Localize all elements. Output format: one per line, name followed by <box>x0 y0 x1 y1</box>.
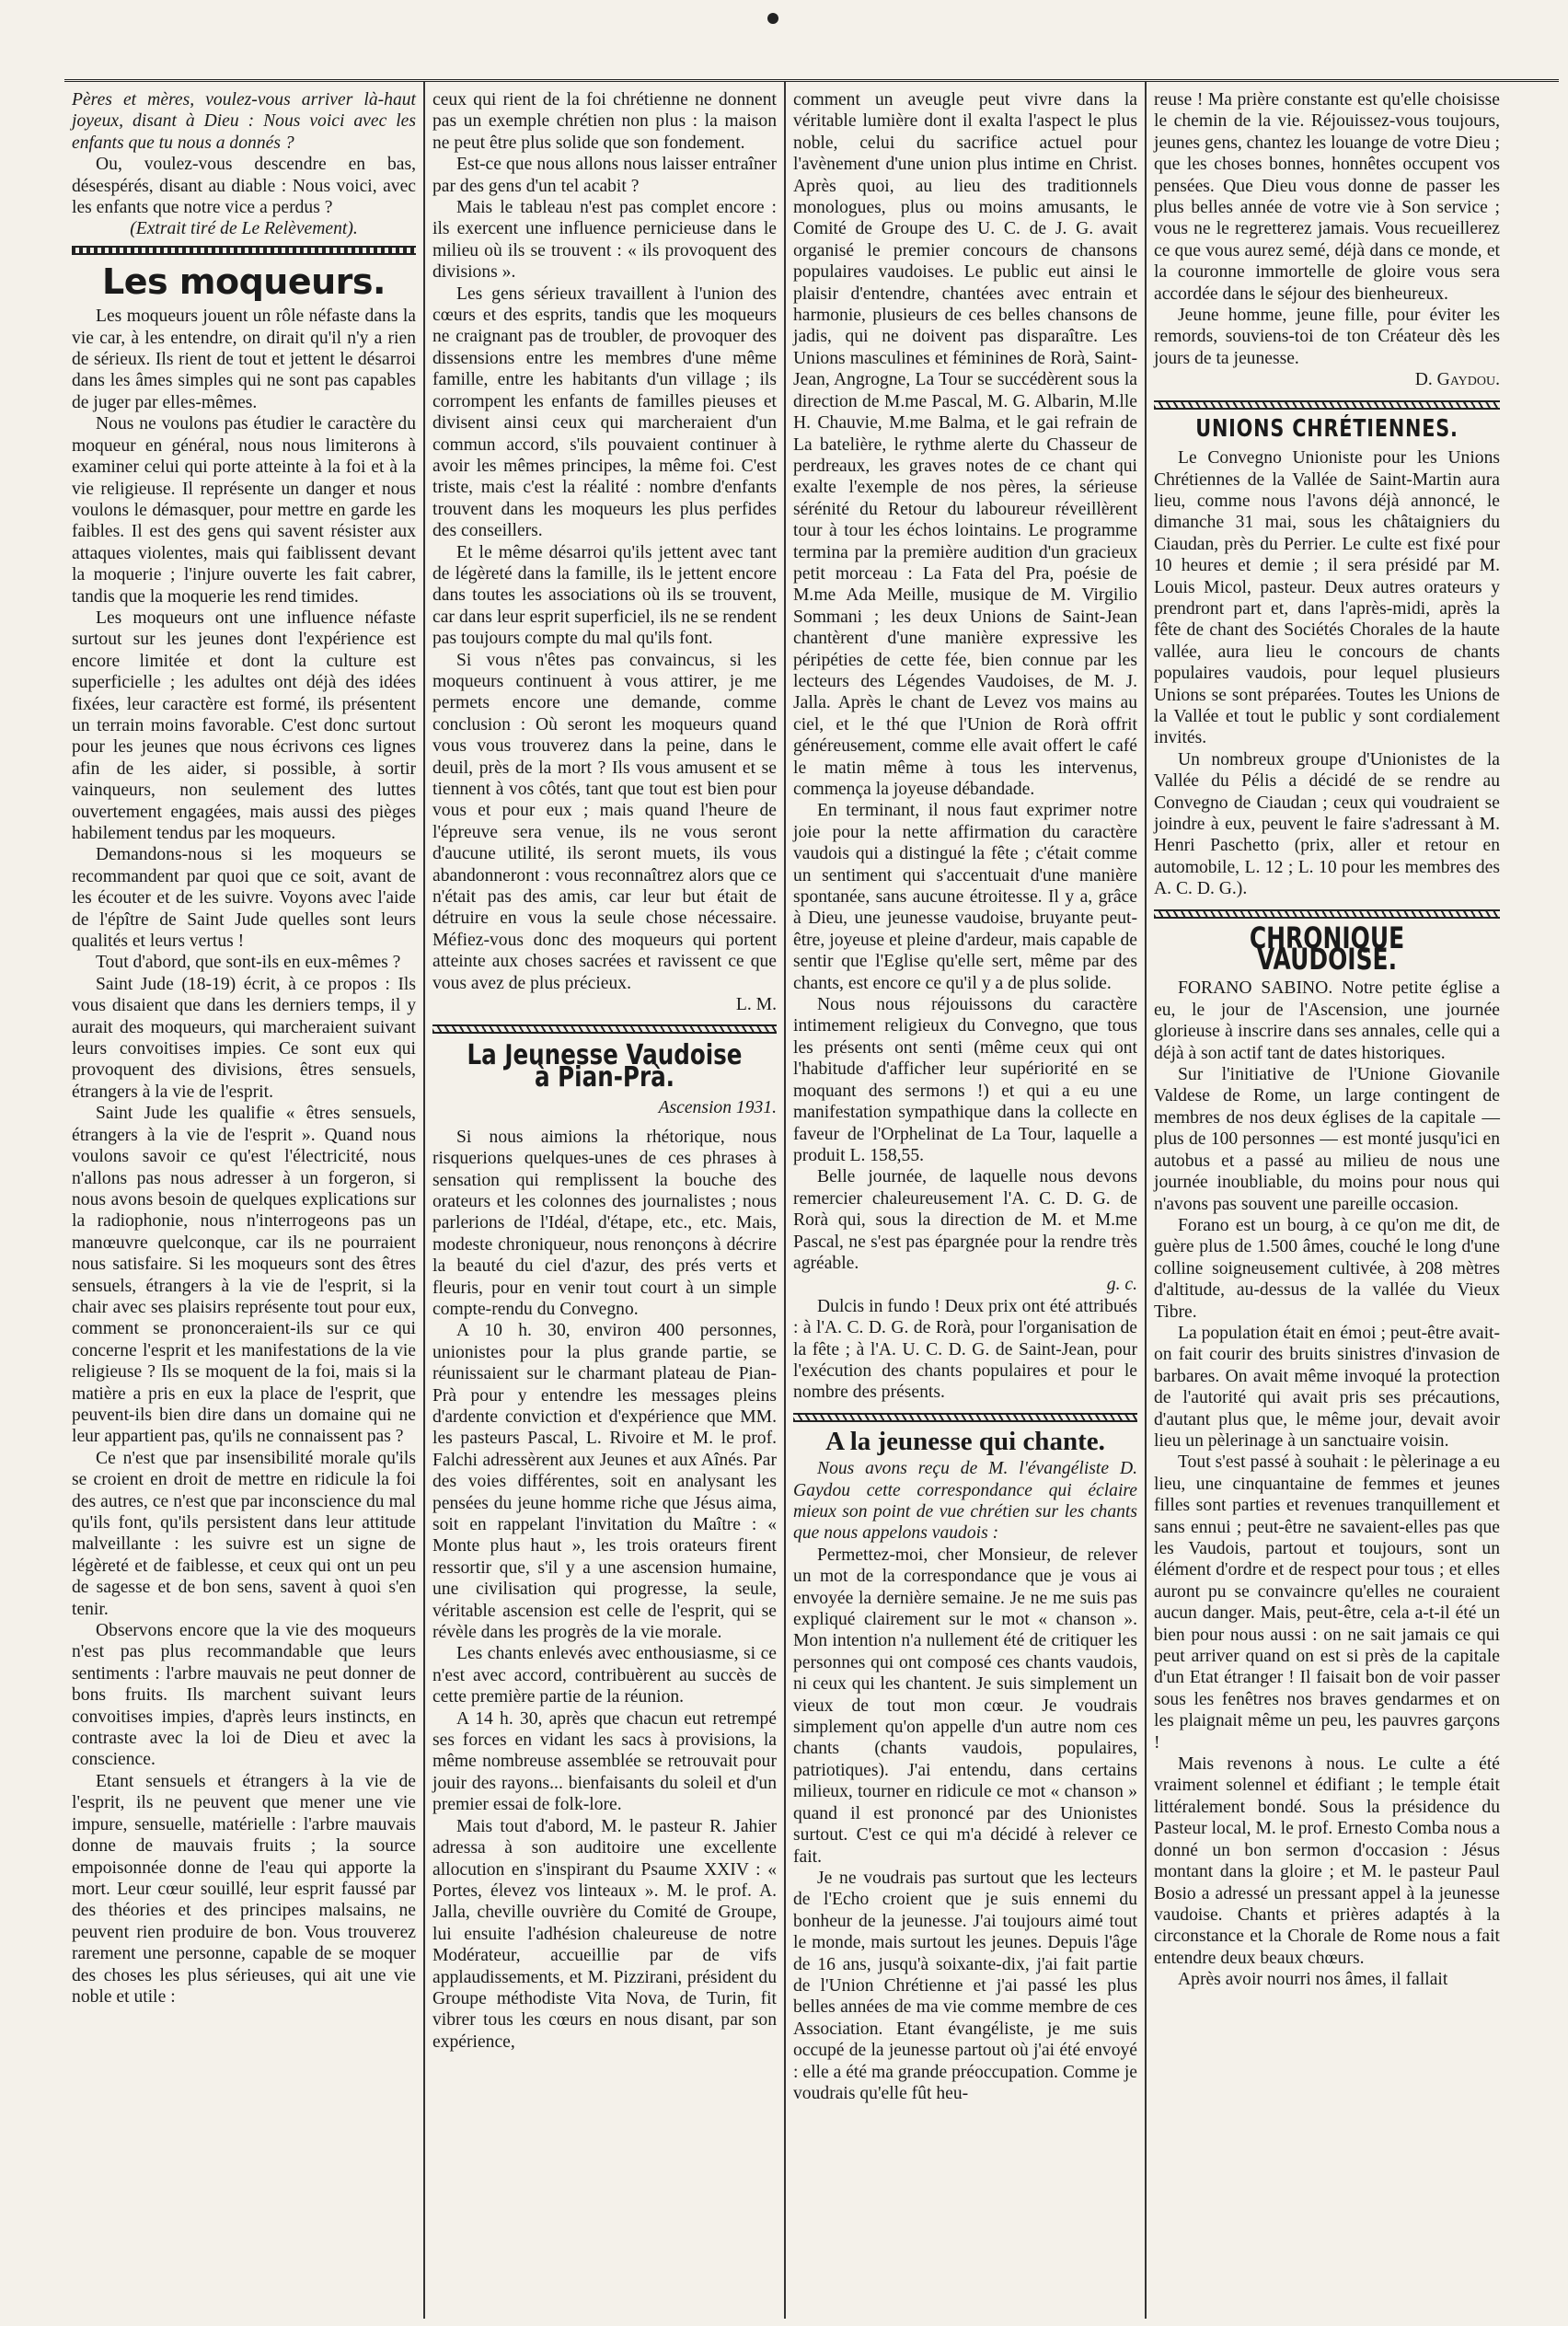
paragraph: Est-ce que nous allons nous laisser entraîner par des gens d'un tel acabit ? <box>432 155 777 196</box>
paragraph: Les moqueurs jouent un rôle néfaste dans la vie car, à les entendre, on dirait qu'il n'y a rien de sérieux. Ils rient de tout et jettent le désarroi dans les âmes simples qui ne sont pas capables de juger par elles-mêmes. <box>72 307 416 412</box>
separator <box>72 246 416 255</box>
paragraph: Forano est un bourg, à ce qu'on me dit, de guère plus de 1.500 âmes, couché le long d'une colline soigneusement cultivée, à 208 mètres d'altitude, au-dessus de la vallée du Vieux Tibre. <box>1154 1215 1500 1322</box>
paragraph: Les moqueurs ont une influence néfaste surtout sur les jeunes dont l'expérience est encore limitée et dont la culture est superficielle ; les adultes ont déjà des idées fixées, leur caractère est formé, ils présentent un terrain moins favorable. C'est donc surtout pour les jeunes que nous écrivons ces lignes afin de les aider, si possible, à sortir vainqueurs, non seulement des luttes ouvertement engagées, mais aussi des pièges habilement tendus par les moqueurs. <box>72 608 416 843</box>
separator <box>432 1024 777 1034</box>
column-3 <box>786 82 1147 2319</box>
column-2 <box>425 82 786 2319</box>
section-title-unions: UNIONS CHRÉTIENNES. <box>1195 414 1458 443</box>
paragraph: Nous nous réjouissons du caractère intimement religieux du Convegno, que tous les présents ont senti (même ceux qui ont l'habitude d'afficher leur supériorité en se moquant des sermons !) et qui a eu une manifestation sympathique dans la collecte en faveur de l'Orphelinat de La Tour, laquelle a produit L. 158,55. <box>793 995 1137 1165</box>
paragraph: Pères et mères, voulez-vous arriver là-haut joyeux, disant à Dieu : Nous voici avec les enfants que tu nous a donnés ? <box>72 90 416 153</box>
paragraph: Les gens sérieux travaillent à l'union des cœurs et des esprits, tandis que les moqueurs ne craignant pas de troubler, de provoquer des dissensions entre les membres d'une même famille, entre les habitants d'un village ; ils corrompent les enfants de familles pieuses et divisent ainsi ceux qui marcheraient d'un commun accord, s'ils pouvaient continuer à avoir les mêmes principes, la même foi. C'est triste, mais c'est la réalité : nombre d'enfants trouvent dans les moqueurs les plus perfides des conseillers. <box>432 284 777 541</box>
paragraph: Un nombreux groupe d'Unionistes de la Vallée du Pélis a décidé de se rendre au Convegno de Ciaudan ; ceux qui voudraient se joindre à eux, peuvent le faire s'adressant à M. Henri Paschetto (prix, aller et retour en automobile, L. 12 ; L. 10 pour les membres des A. C. D. G.). <box>1154 749 1500 899</box>
column-1 <box>64 82 425 2319</box>
paragraph: comment un aveugle peut vivre dans la véritable lumière dont il exalta l'aspect le plus noble, celui du sacrifice actuel pour l'avènement d'une union plus intime en Christ. Après quoi, au lieu des traditionnels monologues, plus ou moins amusants, le Comité de Groupe des U. C. de J. G. avait organisé le premier concours de chansons populaires vaudoises. Le public eut ainsi le plaisir d'entendre, chantées avec entrain et harmonie, plusieurs de ces belles chansons de jadis, qui ne doivent pas disparaître. Les Unions masculines et féminines de Rorà, Saint-Jean, Angrogne, La Tour se succédèrent sous la direction de M.me Pascal, M. G. Albarin, M.lle H. Chauvie, M.me Balma, et le gai refrain de La batelière, le rythme alerte du Chasseur de perdreaux, les graves notes de ce chant qui exalte l'exemple de nos pères, la sérieuse sérénité du Retour du laboureur réveillèrent tour à tour les échos lointains. Le programme termina par la première audition d'un gracieux petit morceau : La Fata del Pra, poésie de M.me Ada Meille, musique de M. Virgilio Sommani ; les deux Unions de Saint-Jean chantèrent d'une manière expressive les péripéties de cette fée, bien connue par les lecteurs des Légendes Vaudoises, de M. J. Jalla. Après le chant de Levez vos mains au ciel, et le thé que l'Union de Rorà offrit généreusement, comme elle avait offert le café le matin même à tous les intervenus, commença la joyeuse débandade. <box>793 90 1137 799</box>
article-title-moqueurs: Les moqueurs. <box>102 260 386 302</box>
source-note: (Extrait tiré de Le Relèvement). <box>130 219 358 239</box>
paragraph: Si nous aimions la rhétorique, nous risquerions quelques-unes de ces phrases à sensation qui remplissent la bouche des orateurs et les colonnes des journalistes ; nous parlerions de l'Idéal, d'étape, etc., etc. Mais, modeste chroniqueur, nous renonçons à décrire la beauté du ciel d'azur, des prés verts et fleuris, pour en venir tout court à un simple compte-rendu du Convegno. <box>432 1127 777 1319</box>
paragraph: Les chants enlevés avec enthousiasme, si ce n'est avec accord, contribuèrent au succès de cette première partie de la réunion. <box>432 1644 777 1707</box>
ink-dot <box>767 13 778 24</box>
signature: g. c. <box>1106 1275 1137 1295</box>
paragraph: A 10 h. 30, environ 400 personnes, unionistes pour la plus grande partie, se réunissaient sur le charmant plateau de Pian-Prà pour y entendre les messages pleins d'ardente conviction et d'expérience que MM. les pasteurs Pascal, L. Rivoire et M. le prof. Falchi adressèrent aux Jeunes et aux Aînés. Par des voies différentes, soit en analysant les pensées du jeune homme riche que Jésus aima, soit en rappelant l'invitation du Maître : « Monte plus haut », les trois orateurs firent ressortir que, s'il y a une ascension humaine, une civilisation qui progresse, la seule, véritable ascension est celle de l'esprit, qui se révèle dans les progrès de la vie morale. <box>432 1321 777 1643</box>
paragraph: Mais tout d'abord, M. le pasteur R. Jahier adressa à son auditoire une excellente allocution en s'inspirant du Psaume XXIV : « Portes, élevez vos linteaux ». M. le prof. A. Jalla, cheville ouvrière du Comité de Groupe, lui ensuite l'adhésion chaleureuse de notre Modérateur, accueillie par de vifs applaudissements, et M. Pizzirani, président du Groupe méthodiste Vita Nova, de Turin, fit vibrer tous les cœurs en nous disant, par son expérience, <box>432 1816 777 2052</box>
paragraph: Mais le tableau n'est pas complet encore : ils exercent une influence pernicieuse dans le milieu où ils se trouvent : « ils provoquent des divisions ». <box>432 198 777 283</box>
paragraph: Ou, voulez-vous descendre en bas, désespérés, disant au diable : Nous voici, avec les enfants que notre vice a perdus ? <box>72 155 416 218</box>
paragraph: Si vous n'êtes pas convaincus, si les moqueurs continuent à vous attirer, je me permets encore une demande, comme conclusion : Où seront les moqueurs quand vous vous trouverez dans la peine, dans le deuil, près de la mort ? Ils vous amusent et se tiennent à vos côtés, tant que tout est bien pour vous et pour eux ; mais quand l'heure de l'épreuve sera venue, ils ne vous seront d'aucune utilité, ils seront muets, ils vous abandonneront : vous reconnaîtrez alors que ce n'était pas des amis, car leur but était de détruire en vous la seule chose nécessaire. Méfiez-vous donc des moqueurs qui portent atteinte aux choses sacrées et ravissent ce que vous avez de plus précieux. <box>432 650 777 993</box>
paragraph: Je ne voudrais pas surtout que les lecteurs de l'Echo croient que je suis ennemi du bonheur de la jeunesse. J'ai toujours aimé tout le monde, mais surtout les jeunes. Depuis l'âge de 16 ans, jusqu'à soixante-dix, j'ai fait partie de l'Union Chrétienne et j'ai passé les plus belles années de ma vie comme membre de ces Association. Etant évangéliste, je me suis occupé de la jeunesse partout où j'ai été envoyé : elle a été ma grande préoccupation. Comme je voudrais qu'elle fût heu- <box>793 1868 1137 2103</box>
paragraph: Saint Jude les qualifie « êtres sensuels, étrangers à la vie de l'esprit ». Quand nous voulons savoir ce qu'est l'électricité, nous n'allons pas nous adresser à un forgeron, si nous avons besoin de quelques explications sur la radiophonie, nous n'interrogeons pas un manœuvre quelconque, car ils ne pourraient nous satisfaire. Si les moqueurs sont des êtres sensuels, étrangers à la vie de l'esprit, si la chair avec ses plaisirs représente tout pour eux, comment se prononceraient-ils sur ce qui concerne l'esprit et les manifestations de la vie religieuse ? Ils se moquent de la foi, mais si la matière a pris en eux la place de l'esprit, que peuvent-ils bien dire dans un domaine qui ne leur appartient pas, qu'ils ne connaissent pas ? <box>72 1104 416 1447</box>
paragraph: Dulcis in fundo ! Deux prix ont été attribués : à l'A. C. D. G. de Rorà, pour l'organisation de la fête ; à l'A. U. C. D. G. de Saint-Jean, pour l'exécution des chants populaires et pour le nombre des présents. <box>793 1296 1137 1403</box>
paragraph: Etant sensuels et étrangers à la vie de l'esprit, ils ne peuvent que mener une vie impure, sensuelle, matérielle : l'arbre mauvais donne de mauvais fruits ; la source empoisonnée donne de l'eau qui apporte la mort. Leur cœur souillé, leur esprit faussé par des théories et des principes malsains, ne peuvent rien produire de bon. Vous trouverez rarement une personne, capable de se moquer des choses les plus sérieuses, qui ait une vie noble et utile : <box>72 1771 416 2007</box>
section-title-chronique: CHRONIQUE VAUDOISE. <box>1249 920 1405 978</box>
paragraph: Belle journée, de laquelle nous devons remercier chaleureusement l'A. C. D. G. de Rorà qui, sous la direction de M. et M.me Pascal, ne s'est pas épargnée pour la rendre très agréable. <box>793 1167 1137 1273</box>
paragraph: Demandons-nous si les moqueurs se recommandent par quoi que ce soit, avant de les écouter et de les suivre. Voyons avec l'aide de l'épître de Saint Jude quelles sont leurs qualités et leurs vertus ! <box>72 845 416 952</box>
separator <box>1154 909 1500 919</box>
article-title-jeunesse: La Jeunesse Vaudoise à Pian-Prà. <box>467 1039 743 1094</box>
separator <box>1154 400 1500 410</box>
paragraph: Jeune homme, jeune fille, pour éviter les remords, souviens-toi de ton Créateur dès les jours de ta jeunesse. <box>1154 306 1500 368</box>
article-title-chante: A la jeunesse qui chante. <box>825 1426 1105 1456</box>
paragraph: Sur l'initiative de l'Unione Giovanile Valdese de Rome, un large contingent de membres de nos deux églises de la capitale — plus de 100 personnes — est monté jusqu'ici en autobus et a passé au milieu de nous une journée inoubliable, du moins pour nous qui n'avons pas souvent une pareille occasion. <box>1154 1065 1500 1214</box>
intro-note: Nous avons reçu de M. l'évangéliste D. Gaydou cette correspondance qui éclaire mieux son point de vue chrétien sur les chants que nous appelons vaudois : <box>793 1459 1137 1544</box>
paragraph: Tout d'abord, que sont-ils en eux-mêmes ? <box>96 953 401 973</box>
dateline: Ascension 1931. <box>658 1098 777 1118</box>
paragraph: Et le même désarroi qu'ils jettent avec tant de légèreté dans la famille, ils le jettent encore dans toutes les associations où ils se trouvent, car dans leur esprit superficiel, ils ne se rendent pas toujours compte du mal qu'ils font. <box>432 542 777 649</box>
paragraph: La population était en émoi ; peut-être avait-on fait courir des bruits sinistres d'invasion de barbares. On avait même invoqué la protection de l'autorité qui avait pris ses précautions, d'autant plus que, le même jour, devait avoir lieu un pèlerinage à un sanctuaire voisin. <box>1154 1323 1500 1451</box>
separator <box>793 1413 1137 1422</box>
paragraph: reuse ! Ma prière constante est qu'elle choisisse le chemin de la vie. Réjouissez-vous toujours, jeunes gens, chantez les louange de votre Dieu ; que les choses bonnes, honnêtes occupent vos pensées. Que Dieu vous donne de passer les plus belles année de votre vie à Son service ; vous ne le regretterez jamais. Vous recueillerez ce que vous aurez semé, déjà dans ce monde, et la couronne immortelle de gloire vous sera accordée dans le séjour des bienheureux. <box>1154 90 1500 304</box>
paragraph: ceux qui rient de la foi chrétienne ne donnent pas un exemple chrétien non plus : la maison ne peut être plus solide que son fondement. <box>432 90 777 153</box>
paragraph: Après avoir nourri nos âmes, il fallait <box>1178 1970 1448 1990</box>
paragraph: Nous ne voulons pas étudier le caractère du moqueur en général, nous nous limiterons à examiner celui qui porte atteinte à la foi et à la vie religieuse. Il représente un danger et nous voulons le démasquer, pour mettre en garde les faibles. Il est des gens qui savent résister aux attaques violentes, mais qui faiblissent devant la moquerie ; l'injure ouverte les fait cabrer, tandis que la moquerie les rend timides. <box>72 414 416 607</box>
paragraph: Tout s'est passé à souhait : le pèlerinage a eu lieu, une cinquantaine de femmes et jeunes filles sont parties et revenues tranquillement et sans ennui ; peut-être ne savaient-elles pas que les Vaudois, partout et toujours, sont un élément d'ordre et de respect pour tous ; et elles auront pu se convaincre qu'elles ne couraient aucun danger. Mais, peut-être, cela a-t-il été un bien pour nous aussi : on ne sait jamais ce qui peut arriver quand on est si près de la capitale d'un Etat étranger ! Il faisait bon de voir passer sous les fenêtres nos braves gendarmes et on les plaignait même un peu, les pauvres garçons ! <box>1154 1452 1500 1753</box>
paragraph: En terminant, il nous faut exprimer notre joie pour la nette affirmation du caractère vaudois qui a distingué la fête ; c'était comme un sentiment qui s'accentuait d'une manière spontanée, sans aucune étroitesse. Il y a, grâce à Dieu, une jeunesse vaudoise, bruyante peut-être, joyeuse et pleine d'ardeur, mais capable de sentir que l'Eglise qu'elle sert, même par des chants, est encore ce qu'il y a de plus solide. <box>793 801 1137 993</box>
newspaper-page <box>64 79 1559 2319</box>
paragraph: Le Convegno Unioniste pour les Unions Chrétiennes de la Vallée de Saint-Martin aura lieu, comme nous l'avons déjà annoncé, le dimanche 31 mai, sous les châtaigniers du Ciaudan, près du Perrier. Le culte est fixé pour 10 heures et demie ; il sera présidé par M. Louis Micol, pasteur. Deux autres orateurs y prendront part et, dans l'après-midi, après la fête de chant des Sociétés Chorales de la haute vallée, aura lieu le concours de chants populaires vaudois, pour lequel plusieurs Unions se sont préparées. Toutes les Unions de la Vallée et tout le public y sont cordialement invités. <box>1154 448 1500 748</box>
paragraph: Permettez-moi, cher Monsieur, de relever un mot de la correspondance que je vous ai envoyée la dernière semaine. Je ne me suis pas expliqué clairement sur le mot « chanson ». Mon intention n'a nullement été de critiquer les personnes qui ont composé ces chants vaudois, ni ceux qui les chantent. Je suis simplement un vieux de tout mon cœur. Je voudrais simplement qu'on appelle d'un autre nom ces chants (chants vaudois, populaires, patriotiques). J'ai entendu, dans certains milieux, tourner en ridicule ce mot « chanson » quand il est prononcé par des Unionistes surtout. C'est ce qui m'a décidé à relever ce fait. <box>793 1545 1137 1867</box>
signature: L. M. <box>735 995 777 1015</box>
paragraph: A 14 h. 30, après que chacun eut retrempé ses forces en vidant les sacs à provisions, la même nombreuse assemblée se retrouvait pour jouir des rayons... bienfaisants du soleil et d'un premier essai de folk-lore. <box>432 1708 777 1815</box>
signature: D. Gaydou. <box>1414 370 1500 390</box>
paragraph: Observons encore que la vie des moqueurs n'est pas plus recommandable que leurs sentiments : l'arbre mauvais ne peut donner de bons fruits. Ils marchent suivant leurs convoitises impies, d'après leurs instincts, en contraste avec la loi de Dieu et avec la conscience. <box>72 1621 416 1770</box>
paragraph: Ce n'est que par insensibilité morale qu'ils se croient en droit de mettre en ridicule la foi des autres, ce n'est que par inconscience du mal qu'ils font, qu'ils persistent dans leur attitude malveillante : les suivre est un signe de légèreté et de faiblesse, et ceux qui ont un peu de sagesse et de bon sens, savent à quoi s'en tenir. <box>72 1448 416 1619</box>
column-4 <box>1147 82 1507 2319</box>
paragraph: FORANO SABINO. Notre petite église a eu, le jour de l'Ascension, une journée glorieuse à inscrire dans ses annales, celle qui a déjà à son actif tant de dates historiques. <box>1154 978 1500 1063</box>
paragraph: Mais revenons à nous. Le culte a été vraiment solennel et édifiant ; le temple était littéralement bondé. Sous la présidence du Pasteur local, M. le prof. Ernesto Comba nous a donné un bon sermon d'occasion : Jésus montant dans la gloire ; et M. le pasteur Paul Bosio a adressé un pressant appel à la jeunesse vaudoise. Chants et prières adaptés à la circonstance et la Chorale de Rome nous a fait entendre deux beaux chœurs. <box>1154 1754 1501 1968</box>
paragraph: Saint Jude (18-19) écrit, à ce propos : Ils vous disaient que dans les derniers temps, il y aurait des moqueurs, qui marcheraient suivant leurs convoitises impies. Ce sont eux qui provoquent des divisions, êtres sensuels, étrangers à la vie de l'esprit. <box>72 974 416 1102</box>
